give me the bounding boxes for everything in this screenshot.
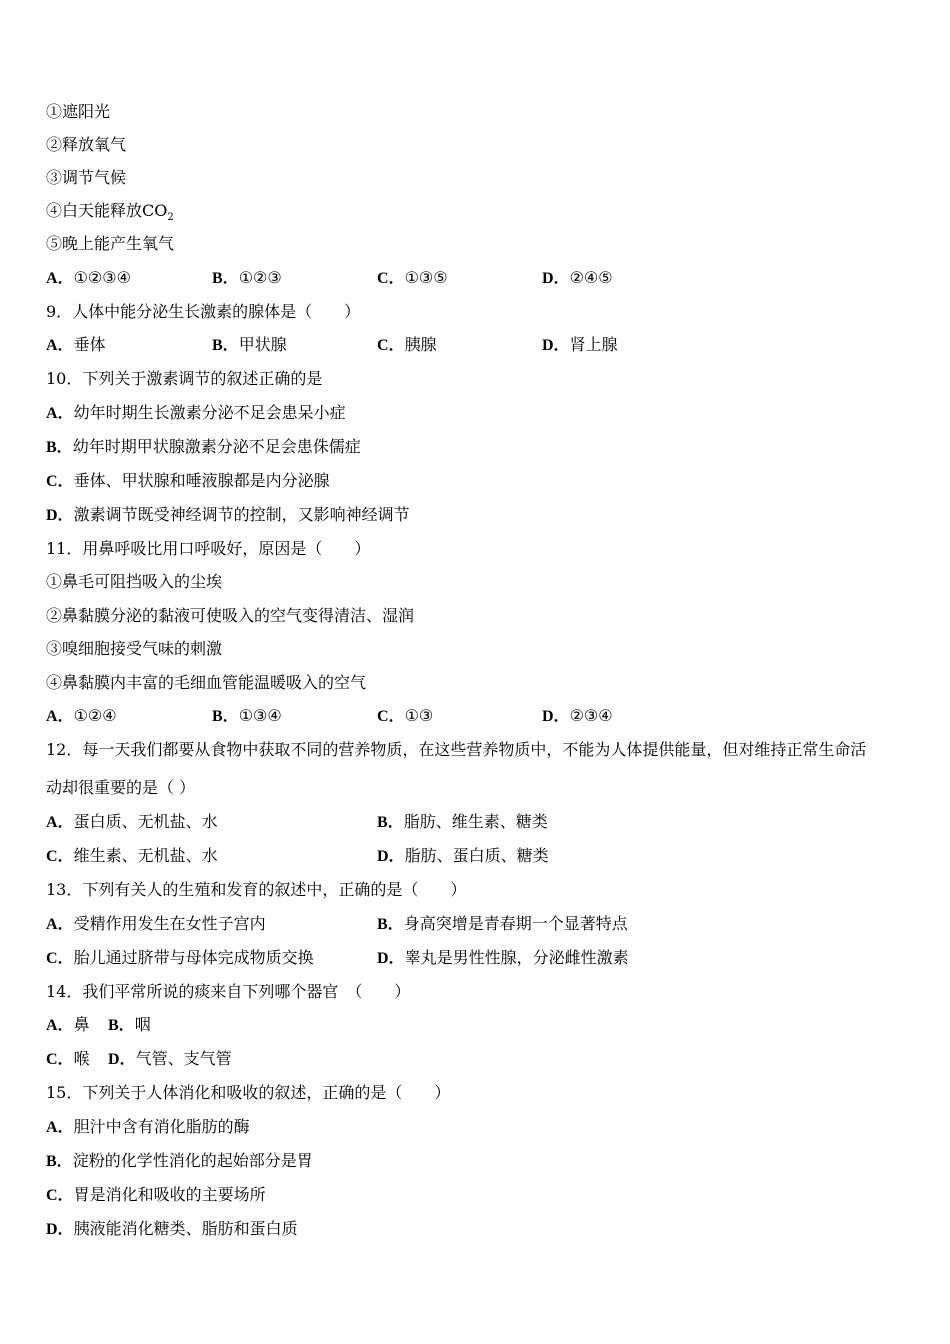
option-label: A． xyxy=(46,270,74,287)
q11-option-d[interactable] xyxy=(542,706,613,727)
option-text: 肾上腺 xyxy=(569,335,618,354)
q10-option-b[interactable] xyxy=(46,437,361,458)
option-text: ①②③④ xyxy=(73,268,131,287)
option-label: A． xyxy=(46,337,74,354)
q14-option-a[interactable] xyxy=(46,1015,90,1036)
q14-option-c[interactable] xyxy=(46,1049,90,1070)
option-text: 维生素、无机盐、水 xyxy=(73,846,218,865)
q15-option-b[interactable] xyxy=(46,1151,313,1172)
q8-option-a[interactable] xyxy=(46,268,131,289)
option-text: 幼年时期甲状腺激素分泌不足会患侏儒症 xyxy=(72,437,361,456)
q14-stem: 14．我们平常所说的痰来自下列哪个器官 （ ） xyxy=(46,982,411,1001)
option-label: D． xyxy=(542,270,570,287)
option-label: A． xyxy=(46,1017,74,1034)
option-label: A． xyxy=(46,814,74,831)
option-label: B． xyxy=(212,708,239,725)
q12-option-d[interactable] xyxy=(377,846,549,867)
statement-4 xyxy=(46,201,174,228)
q12-option-a[interactable] xyxy=(46,812,218,833)
option-label: D． xyxy=(377,848,405,865)
q9-option-a[interactable] xyxy=(46,335,106,356)
q10-option-c[interactable] xyxy=(46,471,330,492)
option-text: ①③④ xyxy=(238,706,282,725)
q13-option-b[interactable] xyxy=(377,914,628,935)
q8-option-b[interactable] xyxy=(212,268,282,289)
option-text: 胎儿通过脐带与母体完成物质交换 xyxy=(73,948,314,967)
q10-stem: 10．下列关于激素调节的叙述正确的是 xyxy=(46,369,323,388)
option-label: C． xyxy=(377,270,405,287)
option-label: B． xyxy=(46,1153,73,1170)
q14-option-d[interactable] xyxy=(108,1049,232,1070)
q12-option-c[interactable] xyxy=(46,846,218,867)
option-text: ①③ xyxy=(404,706,434,725)
q12-option-b[interactable] xyxy=(377,812,548,833)
option-label: C． xyxy=(46,1187,74,1204)
co2-subscript: 2 xyxy=(167,212,174,224)
q15-option-a[interactable] xyxy=(46,1117,250,1138)
option-label: A． xyxy=(46,405,74,422)
option-label: D． xyxy=(542,708,570,725)
q13-stem: 13．下列有关人的生殖和发育的叙述中，正确的是（ ） xyxy=(46,880,467,899)
q13-option-a[interactable] xyxy=(46,914,266,935)
q11-stem: 11．用鼻呼吸比用口呼吸好，原因是（ ） xyxy=(46,539,371,558)
option-label: D． xyxy=(46,507,74,524)
option-text: ①②③ xyxy=(238,268,282,287)
q9-option-b[interactable] xyxy=(212,335,287,356)
option-label: C． xyxy=(46,848,74,865)
q12-stem-line2: 动却很重要的是（ ） xyxy=(46,778,196,797)
option-text: 身高突增是青春期一个显著特点 xyxy=(403,914,628,933)
option-text: ②③④ xyxy=(569,706,613,725)
option-text: ①③⑤ xyxy=(404,268,448,287)
q11-option-b[interactable] xyxy=(212,706,282,727)
q10-option-d[interactable] xyxy=(46,505,410,526)
q11-statement-1: ①鼻毛可阻挡吸入的尘埃 xyxy=(46,572,223,591)
option-label: B． xyxy=(108,1017,135,1034)
option-label: C． xyxy=(46,950,74,967)
q8-option-d[interactable] xyxy=(542,268,613,289)
option-text: 蛋白质、无机盐、水 xyxy=(73,812,218,831)
option-label: C． xyxy=(377,708,405,725)
option-label: A． xyxy=(46,708,74,725)
q11-statement-3: ③嗅细胞接受气味的刺激 xyxy=(46,639,223,658)
q9-option-d[interactable] xyxy=(542,335,618,356)
option-label: C． xyxy=(46,1051,74,1068)
q10-option-a[interactable] xyxy=(46,403,346,424)
option-text: 睾丸是男性性腺，分泌雌性激素 xyxy=(404,948,629,967)
option-text: 咽 xyxy=(134,1015,151,1034)
statement-1: ①遮阳光 xyxy=(46,102,111,121)
option-text: 气管、支气管 xyxy=(135,1049,232,1068)
option-label: B． xyxy=(46,439,73,456)
option-label: B． xyxy=(212,270,239,287)
q15-stem: 15．下列关于人体消化和吸收的叙述，正确的是（ ） xyxy=(46,1083,451,1102)
q11-statement-2: ②鼻黏膜分泌的黏液可使吸入的空气变得清洁、湿润 xyxy=(46,606,415,625)
option-text: 脂肪、蛋白质、糖类 xyxy=(404,846,549,865)
option-text: 幼年时期生长激素分泌不足会患呆小症 xyxy=(73,403,346,422)
option-text: 胆汁中含有消化脂肪的酶 xyxy=(73,1117,250,1136)
option-label: A． xyxy=(46,1119,74,1136)
option-label: D． xyxy=(108,1051,136,1068)
q13-option-d[interactable] xyxy=(377,948,629,969)
option-text: 胰腺 xyxy=(404,335,437,354)
statement-4-text: ④白天能释放CO xyxy=(46,201,168,220)
q11-option-c[interactable] xyxy=(377,706,433,727)
statement-3: ③调节气候 xyxy=(46,168,127,187)
q13-option-c[interactable] xyxy=(46,948,314,969)
q12-stem-line1: 12．每一天我们都要从食物中获取不同的营养物质，在这些营养物质中，不能为人体提供能量，但对维持正常生命活 xyxy=(46,740,867,759)
option-label: D． xyxy=(377,950,405,967)
q15-option-c[interactable] xyxy=(46,1185,266,1206)
option-text: 淀粉的化学性消化的起始部分是胃 xyxy=(72,1151,313,1170)
option-label: D． xyxy=(542,337,570,354)
q9-stem: 9．人体中能分泌生长激素的腺体是（ ） xyxy=(46,302,361,321)
option-text: 受精作用发生在女性子宫内 xyxy=(73,914,266,933)
q9-option-c[interactable] xyxy=(377,335,437,356)
option-label: C． xyxy=(46,473,74,490)
option-text: 垂体、甲状腺和唾液腺都是内分泌腺 xyxy=(73,471,330,490)
option-text: 脂肪、维生素、糖类 xyxy=(403,812,548,831)
statement-2: ②释放氧气 xyxy=(46,135,127,154)
option-text: ②④⑤ xyxy=(569,268,613,287)
q8-option-c[interactable] xyxy=(377,268,448,289)
option-text: 垂体 xyxy=(73,335,106,354)
option-text: 胃是消化和吸收的主要场所 xyxy=(73,1185,266,1204)
option-text: ①②④ xyxy=(73,706,117,725)
option-text: 激素调节既受神经调节的控制，又影响神经调节 xyxy=(73,505,410,524)
option-label: B． xyxy=(377,916,404,933)
q15-option-d[interactable] xyxy=(46,1219,298,1240)
q14-option-b[interactable] xyxy=(108,1015,151,1036)
option-text: 鼻 xyxy=(73,1015,90,1034)
q11-option-a[interactable] xyxy=(46,706,117,727)
option-label: B． xyxy=(212,337,239,354)
option-label: D． xyxy=(46,1221,74,1238)
option-text: 胰液能消化糖类、脂肪和蛋白质 xyxy=(73,1219,298,1238)
option-text: 甲状腺 xyxy=(238,335,287,354)
option-label: C． xyxy=(377,337,405,354)
option-label: A． xyxy=(46,916,74,933)
q11-statement-4: ④鼻黏膜内丰富的毛细血管能温暖吸入的空气 xyxy=(46,673,367,692)
option-text: 喉 xyxy=(73,1049,90,1068)
statement-5: ⑤晚上能产生氧气 xyxy=(46,234,175,253)
option-label: B． xyxy=(377,814,404,831)
